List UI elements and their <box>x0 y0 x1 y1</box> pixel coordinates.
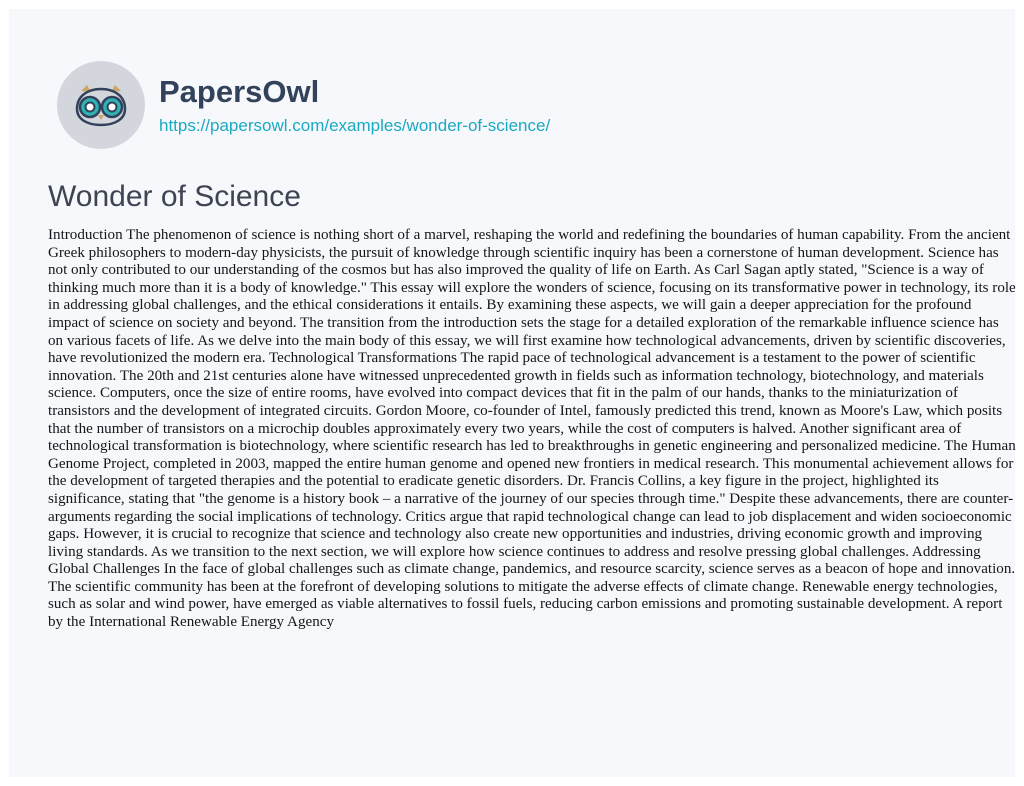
document-card <box>9 9 1015 777</box>
essay-body: Introduction The phenomenon of science is nothing short of a marvel, reshaping the world and redefining the boundaries of human capability. From the ancient Greek philosophers to modern-day physicists, the pursuit of knowledge through scientific inquiry has been a cornerstone of human development. Science has not only contributed to our understanding of the cosmos but has also improved the quality of life on Earth. As Carl Sagan aptly stated, "Science is a way of thinking much more than it is a body of knowledge." This essay will explore the wonders of science, focusing on its transformative power in technology, its role in addressing global challenges, and the ethical considerations it entails. By examining these aspects, we will gain a deeper appreciation for the profound impact of science on society and beyond. The transition from the introduction sets the stage for a detailed exploration of the remarkable influence science has on various facets of life. As we delve into the main body of this essay, we will first examine how technological advancements, driven by scientific discoveries, have revolutionized the modern era. Technological Transformations The rapid pace of technological advancement is a testament to the power of scientific innovation. The 20th and 21st centuries alone have witnessed unprecedented growth in fields such as information technology, biotechnology, and materials science. Computers, once the size of entire rooms, have evolved into compact devices that fit in the palm of our hands, thanks to the miniaturization of transistors and the development of integrated circuits. Gordon Moore, co-founder of Intel, famously predicted this trend, known as Moore's Law, which posits that the number of transistors on a microchip doubles approximately every two years, while the cost of computers is halved. Another significant area of technological transformation is biotechnology, where scientific research has led to breakthroughs in genetic engineering and personalized medicine. The Human Genome Project, completed in 2003, mapped the entire human genome and opened new frontiers in medical research. This monumental achievement allows for the development of targeted therapies and the potential to eradicate genetic disorders. Dr. Francis Collins, a key figure in the project, highlighted its significance, stating that "the genome is a history book – a narrative of the journey of our species through time." Despite these advancements, there are counter-arguments regarding the social implications of technology. Critics argue that rapid technological change can lead to job displacement and widen socioeconomic gaps. However, it is crucial to recognize that science and technology also create new opportunities and industries, driving economic growth and improving living standards. As we transition to the next section, we will explore how science continues to address and resolve pressing global challenges. Addressing Global Challenges In the face of global challenges such as climate change, pandemics, and resource scarcity, science serves as a beacon of hope and innovation. The scientific community has been at the forefront of developing solutions to mitigate the adverse effects of climate change. Renewable energy technologies, such as solar and wind power, have emerged as viable alternatives to fossil fuels, reducing carbon emissions and promoting sustainable development. A report by the International Renewable Energy Agency <box>48 227 1016 631</box>
brand-name[interactable]: PapersOwl <box>159 74 320 109</box>
site-header <box>57 61 550 149</box>
essay-title: Wonder of Science <box>48 180 301 213</box>
source-url-link[interactable]: https://papersowl.com/examples/wonder-of-science/ <box>159 116 551 135</box>
owl-logo-icon[interactable] <box>57 61 145 149</box>
owl-face-graphic <box>71 83 131 127</box>
brand-block <box>159 74 550 136</box>
